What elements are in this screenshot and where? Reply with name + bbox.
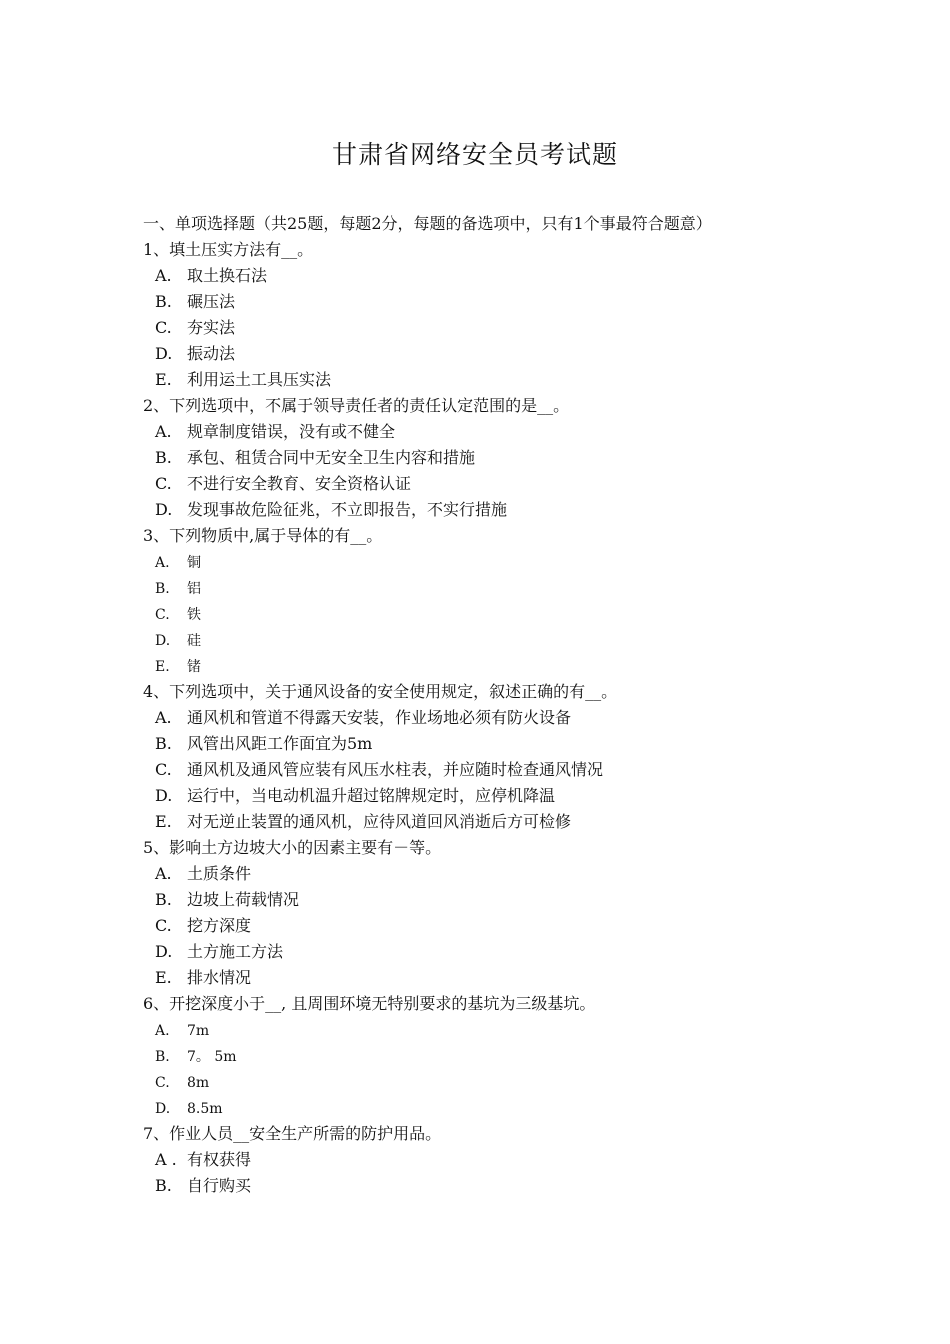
- option: [143, 601, 843, 627]
- option-text: 土质条件: [187, 864, 252, 883]
- option: [143, 965, 843, 991]
- option-letter: D.: [155, 1101, 171, 1117]
- option-letter: C.: [155, 916, 172, 935]
- option-text: 振动法: [187, 344, 236, 363]
- option-letter: A.: [155, 422, 172, 441]
- option-letter: C.: [155, 607, 170, 623]
- option-letter: A.: [155, 864, 172, 883]
- option-letter: D.: [155, 633, 171, 649]
- option-text: 通风机和管道不得露天安装，作业场地必须有防火设备: [187, 708, 572, 727]
- option-text: 利用运土工具压实法: [187, 370, 332, 389]
- option-text: 边坡上荷载情况: [187, 890, 300, 909]
- question-4: 4、下列选项中，关于通风设备的安全使用规定，叙述正确的有__。: [143, 682, 618, 701]
- option: [143, 757, 843, 783]
- question-3: 3、下列物质中,属于导体的有__。: [143, 526, 383, 545]
- option: [143, 263, 843, 289]
- option-text: 8m: [187, 1075, 210, 1091]
- option: [143, 1069, 843, 1095]
- option-text: 夯实法: [187, 318, 236, 337]
- option-text: 规章制度错误，没有或不健全: [187, 422, 396, 441]
- option: [143, 1017, 843, 1043]
- option-text: 铁: [187, 607, 201, 623]
- option-letter: E.: [155, 659, 170, 675]
- option: [143, 861, 843, 887]
- option: [143, 1043, 843, 1069]
- option-text: 硅: [187, 633, 201, 649]
- option-text: 风管出风距工作面宜为5m: [187, 734, 373, 753]
- option-text: 碾压法: [187, 292, 236, 311]
- question-2: 2、下列选项中，不属于领导责任者的责任认定范围的是__。: [143, 396, 570, 415]
- option-letter: E.: [155, 968, 172, 987]
- option: [143, 419, 843, 445]
- option-text: 铜: [187, 555, 201, 571]
- option-letter: E.: [155, 370, 172, 389]
- option-letter: D.: [155, 942, 173, 961]
- option: [143, 627, 843, 653]
- option-letter: C.: [155, 1075, 170, 1091]
- option: [143, 1173, 843, 1199]
- option-letter: B.: [155, 448, 172, 467]
- option: [143, 809, 843, 835]
- option-letter: B.: [155, 581, 170, 597]
- option: [143, 731, 843, 757]
- option: [143, 289, 843, 315]
- option: [143, 939, 843, 965]
- option: [143, 653, 843, 679]
- question-1: 1、填土压实方法有__。: [143, 240, 314, 259]
- option-letter: D.: [155, 786, 173, 805]
- option-text: 取土换石法: [187, 266, 268, 285]
- option-text: 挖方深度: [187, 916, 252, 935]
- option-letter: A.: [155, 1023, 170, 1039]
- option-letter: C.: [155, 318, 172, 337]
- option-letter: E.: [155, 812, 172, 831]
- section-heading: 一、单项选择题（共25题，每题2分，每题的备选项中，只有1个事最符合题意）: [143, 214, 712, 233]
- option-letter: C.: [155, 760, 172, 779]
- option: [143, 471, 843, 497]
- question-5: 5、影响土方边坡大小的因素主要有－等。: [143, 838, 442, 857]
- option-letter: B.: [155, 734, 172, 753]
- option-letter: A.: [155, 708, 172, 727]
- option: [143, 445, 843, 471]
- option: [143, 887, 843, 913]
- option-text: 8.5m: [187, 1101, 223, 1117]
- option-text: 承包、租赁合同中无安全卫生内容和措施: [187, 448, 476, 467]
- option-text: 自行购买: [187, 1176, 252, 1195]
- option: [143, 1095, 843, 1121]
- option-text: 有权获得: [187, 1150, 252, 1169]
- option-text: 通风机及通风管应装有风压水柱表，并应随时检查通风情况: [187, 760, 604, 779]
- question-list: [143, 211, 843, 1199]
- option: [143, 783, 843, 809]
- question-7: 7、作业人员__安全生产所需的防护用品。: [143, 1124, 442, 1143]
- option-letter: C.: [155, 474, 172, 493]
- option-text: 对无逆止装置的通风机，应待风道回风消逝后方可检修: [187, 812, 572, 831]
- option: [143, 913, 843, 939]
- option-letter: A.: [155, 266, 172, 285]
- option: [143, 497, 843, 523]
- option-letter: B.: [155, 890, 172, 909]
- option-letter: B.: [155, 1049, 170, 1065]
- option-text: 排水情况: [187, 968, 252, 987]
- question-6: 6、开挖深度小于__, 且周围环境无特别要求的基坑为三级基坑。: [143, 994, 596, 1013]
- option: [143, 575, 843, 601]
- option-text: 运行中，当电动机温升超过铭牌规定时，应停机降温: [187, 786, 556, 805]
- option-letter: B.: [155, 1176, 172, 1195]
- option-text: 锗: [187, 659, 201, 675]
- page-title: 甘肃省网络安全员考试题: [331, 140, 618, 169]
- option-text: 土方施工方法: [187, 942, 284, 961]
- option-text: 7。 5m: [187, 1049, 237, 1065]
- option: [143, 341, 843, 367]
- option-letter: D.: [155, 500, 173, 519]
- option-letter: B.: [155, 292, 172, 311]
- option-text: 铝: [187, 581, 201, 597]
- option-text: 发现事故危险征兆，不立即报告，不实行措施: [187, 500, 508, 519]
- option-text: 不进行安全教育、安全资格认证: [187, 474, 412, 493]
- option-text: 7m: [187, 1023, 210, 1039]
- option: [143, 315, 843, 341]
- option-letter: A.: [155, 555, 170, 571]
- option: [143, 1147, 843, 1173]
- option: [143, 549, 843, 575]
- option: [143, 705, 843, 731]
- option: [143, 367, 843, 393]
- option-letter: D.: [155, 344, 173, 363]
- option-letter: A .: [155, 1150, 177, 1169]
